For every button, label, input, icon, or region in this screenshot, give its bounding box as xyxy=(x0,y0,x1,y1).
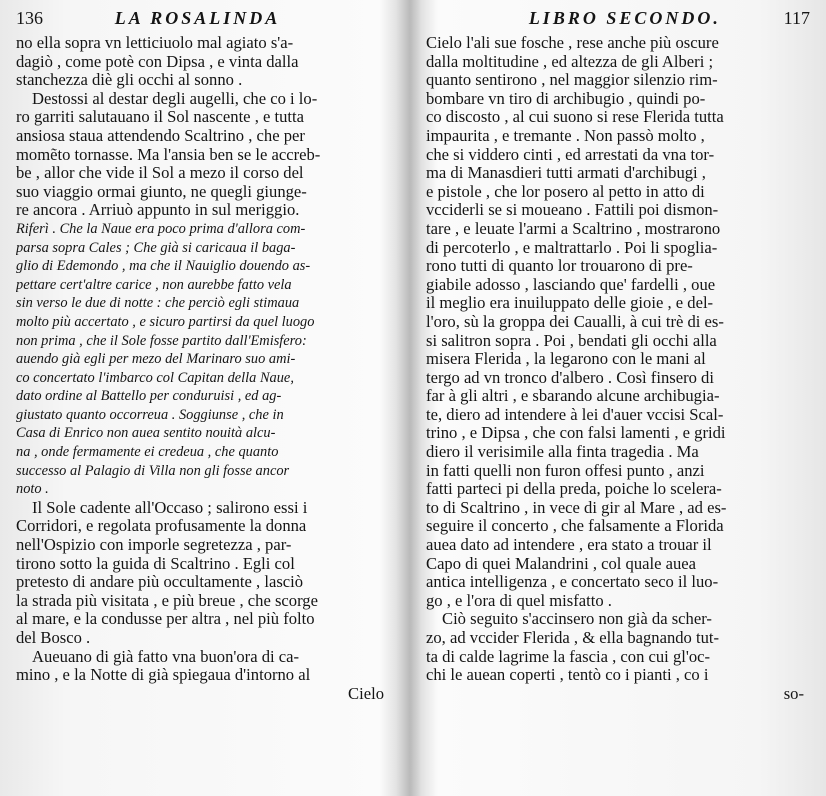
text-line: Ciò seguito s'accinsero non già da scher- xyxy=(442,610,712,629)
text-line: co discosto , al cui suono si rese Flerida tutta xyxy=(426,108,724,127)
text-line: si salitron sopra . Poi , bendati gli occhi alla xyxy=(426,331,717,350)
text-line: glio di Edemondo , ma che il Nauiglio douendo as- xyxy=(16,258,311,275)
text-line: antica intelligenza , e concertato seco il luo- xyxy=(426,573,719,592)
text-line: non prima , che il Sole fosse partito dall'Emisfero: xyxy=(16,332,307,349)
text-line: la strada più visitata , e più breue , che scorge xyxy=(16,591,318,610)
text-line: ma di Manasdieri tutti armati d'archibugi , xyxy=(426,164,706,183)
left-running-title: LA ROSALINDA xyxy=(114,8,281,28)
text-line: te, diero ad intendere à lei d'auer vccisi Scal- xyxy=(426,405,724,424)
text-line: dagiò , come potè con Dipsa , e vinta dalla xyxy=(16,52,299,71)
text-line: re ancora . Arriuò appunto in sul meriggio. xyxy=(16,201,300,220)
text-line: stanchezza diè gli occhi al sonno . xyxy=(16,71,243,90)
text-line: giabile adosso , lasciando que' fardelli , oue xyxy=(426,275,716,294)
text-line: tare , e leuate l'armi a Scaltrino , mostrarono xyxy=(426,219,721,238)
text-line: pettare cert'altre carice , non aurebbe fatto vela xyxy=(16,276,292,293)
text-line: na , onde fermamente ei credeua , che quanto xyxy=(16,444,279,461)
text-line: go , e l'ora di quel misfatto . xyxy=(426,591,612,610)
right-page-number: 117 xyxy=(783,8,810,28)
text-line: Riferì . Che la Naue era poco prima d'allora com- xyxy=(16,220,306,237)
text-line: quanto sentirono , nel maggior silenzio rim- xyxy=(426,71,718,90)
text-line: Cielo l'ali sue fosche , rese anche più oscure xyxy=(426,34,719,52)
text-line: be , allor che vide il Sol a mezo il corso del xyxy=(16,164,304,183)
text-line: no ella sopra vn letticiuolo mal agiato s'a- xyxy=(16,34,294,52)
text-line: seguire il concerto , che falsamente a Florida xyxy=(426,517,724,536)
right-page-text xyxy=(426,34,810,703)
left-page-text xyxy=(16,34,392,703)
text-line: auea dato ad intendere , era stato a trouar il xyxy=(426,536,712,555)
text-line: diero il verisimile alla finta tragedia . Ma xyxy=(426,443,699,462)
text-line: Casa di Enrico non auea sentito nouità alcu- xyxy=(16,425,276,442)
left-page xyxy=(16,8,392,788)
text-line: ansiosa staua attendendo Scaltrino , che per xyxy=(16,126,305,145)
text-line: del Bosco . xyxy=(16,629,91,647)
text-line: dato ordine al Battello per conduruisi , ed ag- xyxy=(16,388,282,405)
page-gutter xyxy=(396,0,422,796)
text-line: al mare, e la condusse per altra , nel più folto xyxy=(16,610,315,629)
text-line: pretesto di andare più occultamente , lasciò xyxy=(16,573,304,592)
text-line: vcciderli se si moueano . Fattili poi dismon- xyxy=(426,201,719,220)
right-running-title: LIBRO SECONDO. xyxy=(528,8,721,28)
text-line: fatti parteci pi della preda, poiche lo scelera- xyxy=(426,480,722,499)
text-line: ta di calde lagrime la fascia , con cui gl'oc- xyxy=(426,647,711,666)
text-line: to di Scaltrino , in vece di gir al Mare , ad es- xyxy=(426,498,727,517)
text-line: che si viddero cinti , ed arrestati da vna tor- xyxy=(426,145,715,164)
text-line: successo al Palagio di Villa non gli fosse ancor xyxy=(16,462,290,479)
text-line: molto più accertato , e sicuro partirsi da quel luogo xyxy=(16,313,315,330)
text-line: in fatti quelli non furon offesi punto , anzi xyxy=(426,461,705,480)
text-line: suo viaggio ormai giunto, ne quegli giunge- xyxy=(16,182,307,201)
text-line: chi le auean coperti , tentò co i pianti , co i xyxy=(426,666,709,685)
text-line: Corridori, e regolata profusamente la donna xyxy=(16,517,307,536)
left-page-number: 136 xyxy=(16,8,43,28)
text-line: auendo già egli per mezo del Marinaro suo ami- xyxy=(16,351,296,368)
text-line: bombare vn tiro di archibugio , quindi po- xyxy=(426,89,706,108)
right-page-header xyxy=(426,8,810,34)
text-line: momẽto tornasse. Ma l'ansia ben se le accreb- xyxy=(16,145,321,164)
text-line: trino , e Dipsa , che con falsi lamenti , e gridi xyxy=(426,424,726,443)
text-line: il meglio era inuiluppato delle gioie , e del- xyxy=(426,294,714,313)
text-line: impaurita , e tremante . Non passò molto , xyxy=(426,126,705,145)
text-line: rono tutti di quanto lor trouarono di pre- xyxy=(426,257,693,276)
catchword: Cielo xyxy=(348,684,384,703)
left-page-header xyxy=(16,8,392,34)
text-line: noto . xyxy=(16,481,49,498)
text-line: mino , e la Notte di già spiegaua d'intorno al xyxy=(16,666,311,685)
text-line: far à gli altri , e sbarando alcune archibugia- xyxy=(426,387,720,406)
text-line: sin verso le due di notte : che perciò egli stimaua xyxy=(16,295,300,312)
text-line: tergo ad vn tronco d'albero . Così finsero di xyxy=(426,368,714,387)
text-line: di percoterlo , e maltrattarlo . Poi li spoglia- xyxy=(426,238,718,257)
text-line: Aueuano di già fatto vna buon'ora di ca- xyxy=(32,647,300,666)
text-line: nell'Ospizio con imporle segretezza , par- xyxy=(16,536,292,555)
text-line: e pistole , che lor posero al petto in atto di xyxy=(426,182,705,201)
text-line: co concertato l'imbarco col Capitan della Naue, xyxy=(16,369,294,386)
text-line: l'oro, sù la groppa dei Caualli, à cui trè di es- xyxy=(426,312,724,331)
text-line: dalla moltitudine , ed altezza de gli Alberi ; xyxy=(426,52,714,71)
right-page xyxy=(426,8,810,788)
catchword: so- xyxy=(783,684,804,703)
text-line: Destossi al destar degli augelli, che co i lo- xyxy=(32,89,318,108)
text-line: ro garriti salutauano il Sol nascente , e tutta xyxy=(16,108,305,127)
text-line: misera Flerida , la legarono con le mani al xyxy=(426,350,706,369)
text-line: tirono sotto la guida di Scaltrino . Egli col xyxy=(16,554,295,573)
text-line: Il Sole cadente all'Occaso ; salirono essi i xyxy=(32,498,308,517)
text-line: zo, ad vccider Flerida , & ella bagnando tut- xyxy=(426,629,720,647)
text-line: giustato quanto occorreua . Soggiunse , che in xyxy=(16,406,284,423)
text-line: Capo di quei Malandrini , col quale auea xyxy=(426,554,697,573)
text-line: parsa sopra Cales ; Che già si caricaua il baga- xyxy=(16,239,296,256)
